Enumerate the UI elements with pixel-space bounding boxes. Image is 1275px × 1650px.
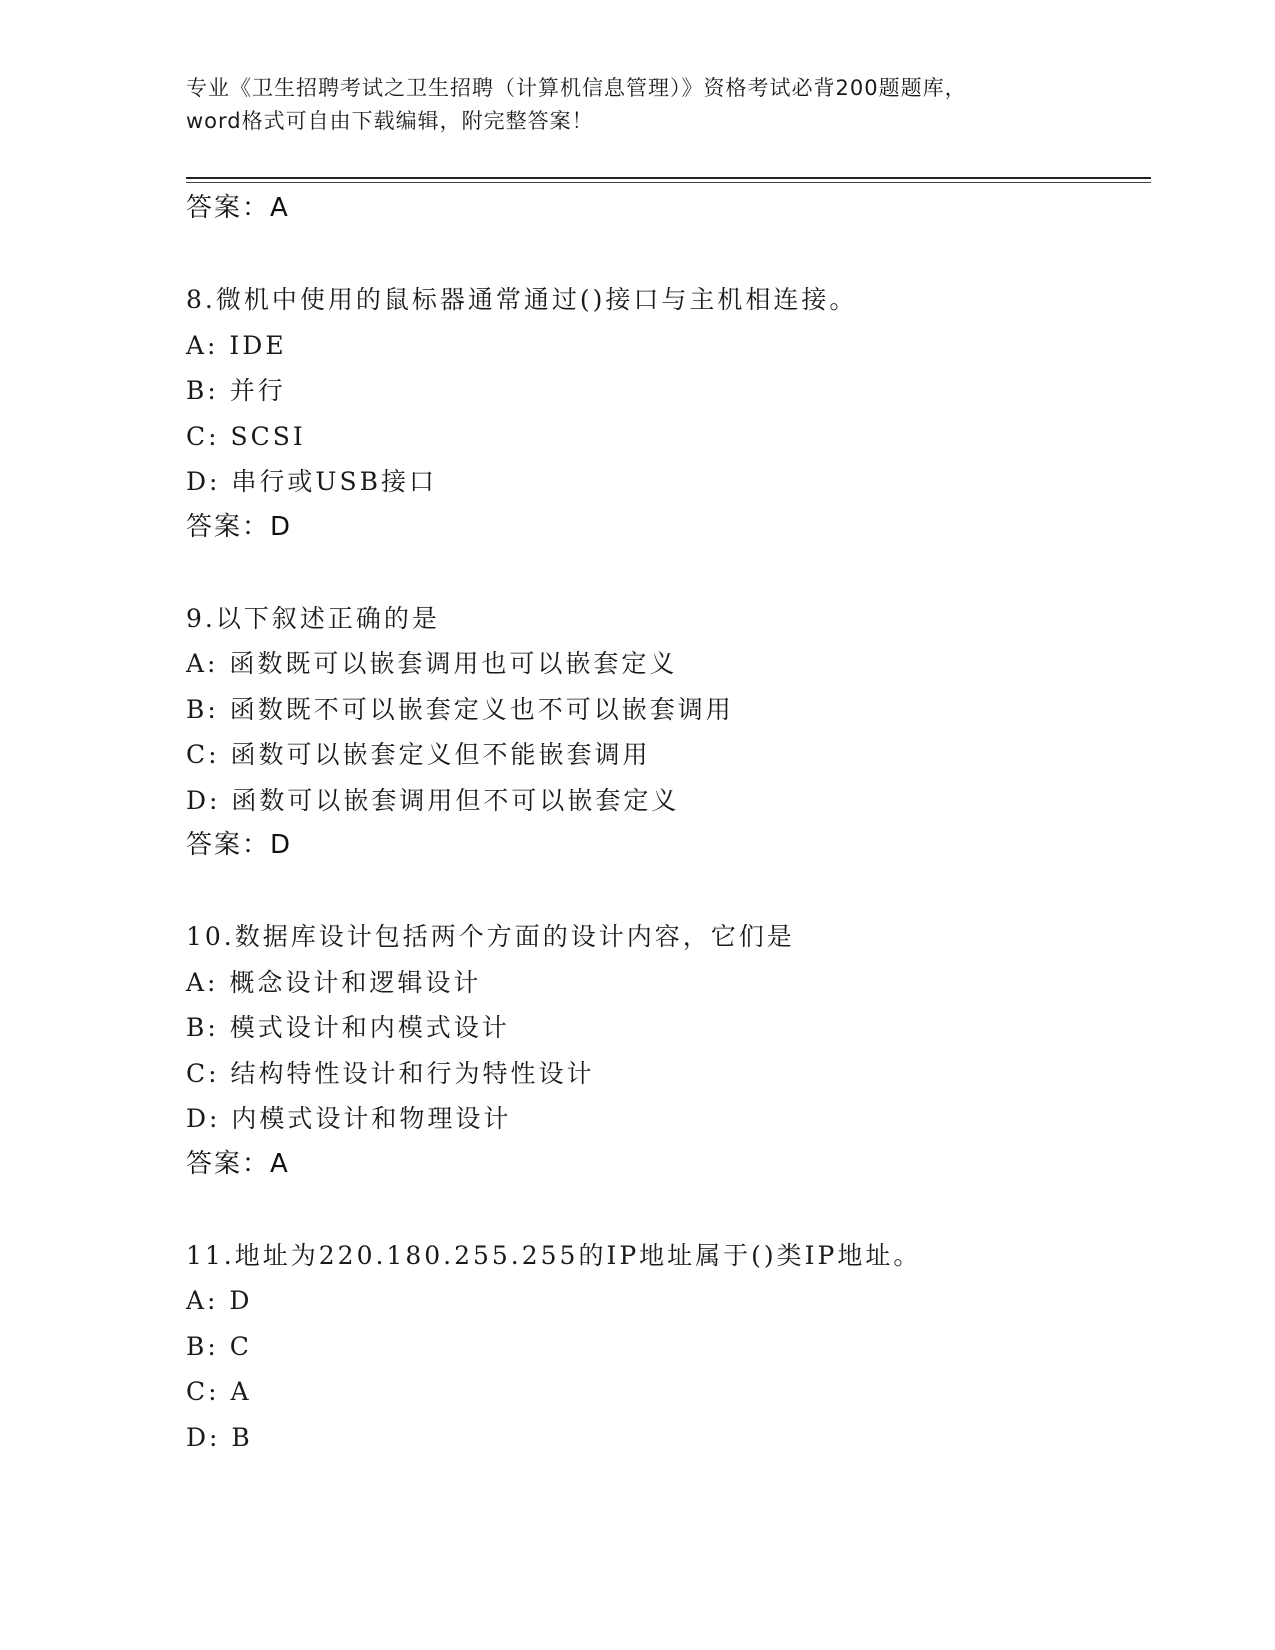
option-b: B: 函数既不可以嵌套定义也不可以嵌套调用 — [186, 694, 734, 724]
answer-line: 答案：A — [186, 1148, 290, 1179]
option-a: A: IDE — [186, 330, 287, 360]
option-d: D: 函数可以嵌套调用但不可以嵌套定义 — [186, 785, 680, 815]
answer-line: 答案：D — [186, 830, 293, 860]
option-a: A: D — [186, 1286, 253, 1315]
option-d: D: B — [186, 1422, 253, 1452]
option-b: B: C — [186, 1331, 252, 1361]
question-item — [186, 596, 1146, 869]
spacer — [186, 231, 1146, 277]
header-divider-thick — [186, 177, 1151, 179]
question-item — [186, 277, 1146, 550]
question-item — [186, 914, 1146, 1187]
option-c: C: SCSI — [186, 421, 306, 451]
option-c: C: 函数可以嵌套定义但不能嵌套调用 — [186, 740, 651, 769]
question-stem: 8.微机中使用的鼠标器通常通过()接口与主机相连接。 — [186, 285, 858, 314]
header-title-line-1: 专业《卫生招聘考试之卫生招聘（计算机信息管理）》资格考试必背200题题库， — [186, 76, 967, 100]
option-c: C: A — [186, 1377, 252, 1406]
question-stem: 11.地址为220.180.255.255的IP地址属于()类IP地址。 — [186, 1240, 922, 1270]
document-header — [186, 72, 1106, 138]
option-a: A: 概念设计和逻辑设计 — [186, 967, 482, 997]
question-stem: 10.数据库设计包括两个方面的设计内容，它们是 — [186, 922, 795, 951]
header-divider-thin — [186, 182, 1151, 183]
question-item — [186, 1233, 1146, 1461]
option-d: D: 串行或USB接口 — [186, 467, 437, 496]
question-list — [186, 186, 1146, 1460]
header-title-line-2: word格式可自由下载编辑，附完整答案！ — [186, 109, 594, 133]
spacer — [186, 550, 1146, 596]
spacer — [186, 868, 1146, 914]
option-b: B: 并行 — [186, 376, 286, 405]
question-stem: 9.以下叙述正确的是 — [186, 603, 440, 633]
answer-line: 答案：D — [186, 511, 293, 542]
spacer — [186, 1187, 1146, 1233]
option-b: B: 模式设计和内模式设计 — [186, 1013, 510, 1042]
option-c: C: 结构特性设计和行为特性设计 — [186, 1058, 595, 1088]
answer-line: 答案：A — [186, 193, 290, 223]
option-a: A: 函数既可以嵌套调用也可以嵌套定义 — [186, 649, 678, 678]
option-d: D: 内模式设计和物理设计 — [186, 1104, 512, 1133]
